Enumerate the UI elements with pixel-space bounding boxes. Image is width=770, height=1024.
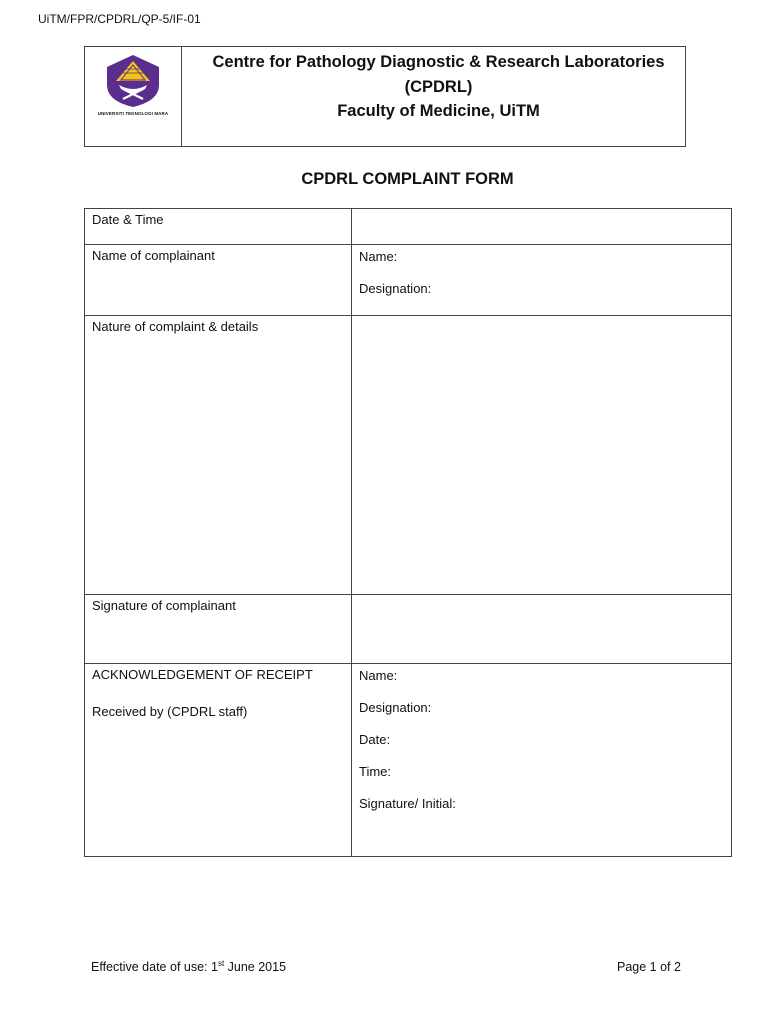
complainant-name-label: Name: bbox=[359, 249, 398, 264]
complaint-form-table bbox=[84, 208, 732, 857]
ack-date-label: Date: bbox=[359, 732, 391, 747]
field-nature-of-complaint[interactable] bbox=[352, 316, 732, 595]
logo-cell bbox=[85, 47, 182, 146]
field-complainant[interactable] bbox=[352, 245, 732, 316]
document-reference: UiTM/FPR/CPDRL/QP-5/IF-01 bbox=[38, 12, 201, 26]
effective-date-prefix: Effective date of use: 1 bbox=[91, 960, 218, 974]
header-box bbox=[84, 46, 686, 147]
ack-signature-label: Signature/ Initial: bbox=[359, 796, 456, 811]
header-title-line-1: Centre for Pathology Diagnostic & Research Laboratories bbox=[212, 53, 665, 71]
label-acknowledgement bbox=[85, 664, 352, 857]
acknowledgement-heading: ACKNOWLEDGEMENT OF RECEIPT bbox=[92, 667, 313, 682]
field-signature-of-complainant[interactable] bbox=[352, 595, 732, 664]
page-number: Page 1 of 2 bbox=[617, 960, 681, 974]
ack-name-label: Name: bbox=[359, 668, 398, 683]
field-acknowledgement[interactable] bbox=[352, 664, 732, 857]
form-title: CPDRL COMPLAINT FORM bbox=[301, 170, 514, 188]
label-signature-of-complainant: Signature of complainant bbox=[85, 595, 352, 664]
row-nature bbox=[85, 316, 732, 595]
effective-date bbox=[91, 960, 286, 974]
row-date-time bbox=[85, 209, 732, 245]
ack-time-label: Time: bbox=[359, 764, 392, 779]
header-title-line-3: Faculty of Medicine, UiTM bbox=[337, 102, 540, 120]
row-signature bbox=[85, 595, 732, 664]
header-title-line-2: (CPDRL) bbox=[404, 77, 473, 96]
ack-designation-label: Designation: bbox=[359, 700, 432, 715]
header-title bbox=[182, 47, 685, 146]
row-complainant bbox=[85, 245, 732, 316]
row-acknowledgement bbox=[85, 664, 732, 857]
uitm-logo bbox=[103, 53, 163, 109]
label-nature-of-complaint: Nature of complaint & details bbox=[85, 316, 352, 595]
label-date-time: Date & Time bbox=[85, 209, 352, 245]
effective-date-superscript: st bbox=[217, 958, 225, 968]
label-name-of-complainant: Name of complainant bbox=[85, 245, 352, 316]
effective-date-suffix: June 2015 bbox=[224, 960, 287, 974]
logo-caption: UNIVERSITI TEKNOLOGI MARA bbox=[97, 111, 169, 116]
field-date-time[interactable] bbox=[352, 209, 732, 245]
complainant-designation-label: Designation: bbox=[359, 281, 432, 296]
received-by-label: Received by (CPDRL staff) bbox=[92, 704, 248, 719]
